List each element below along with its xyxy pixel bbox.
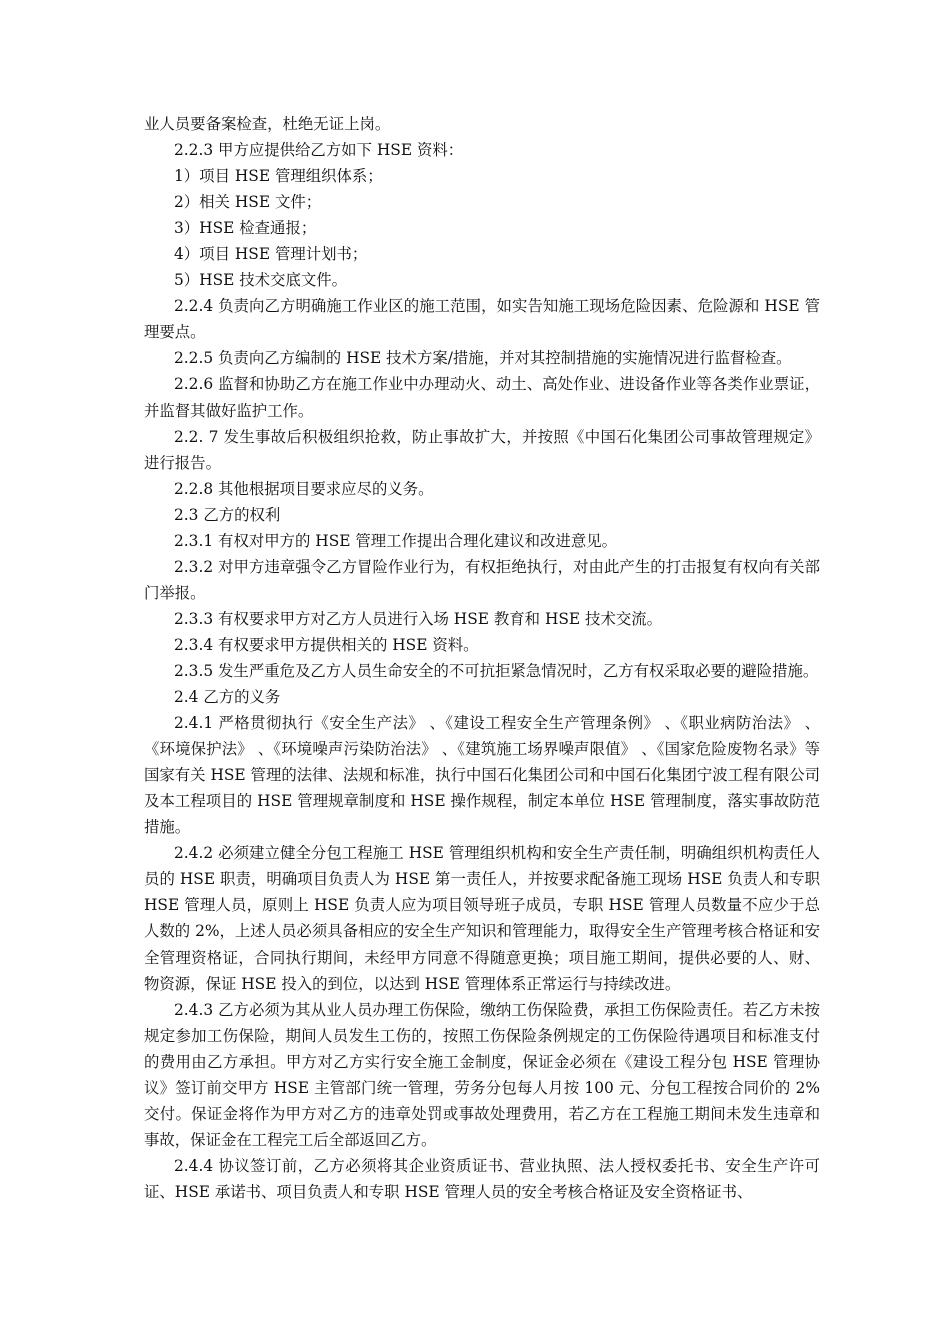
section-heading-2-4: 2.4 乙方的义务 [174,688,281,707]
clause-2-2-8: 2.2.8 其他根据项目要求应尽的义务。 [174,479,434,498]
clause-2-3-4: 2.3.4 有权要求甲方提供相关的 HSE 资料。 [174,635,479,654]
clause-2-3-2: 2.3.2 对甲方违章强令乙方冒险作业行为，有权拒绝执行，对由此产生的打击报复有权向有关部门举报。 [144,557,820,602]
clause-2-4-3: 2.4.3 乙方必须为其从业人员办理工伤保险，缴纳工伤保险费，承担工伤保险责任。若乙方未按规定参加工伤保险，期间人员发生工伤的，按照工伤保险条例规定的工伤保险待遇项目和标准支付的费用由乙方承担。甲方对乙方实行安全施工金制度，保证金必须在《建设工程分包 HSE 管理协议》签订前交甲方 HSE 主管部门统一管理，劳务分包每人月按 100 元、分包工程按合同价的 2%交付。保证金将作为甲方对乙方的违章处罚或事故处理费用，若乙方在工程施工期间未发生违章和事故，保证金在工程完工后全部返回乙方。 [144,1000,820,1149]
clause-2-4-1: 2.4.1 严格贯彻执行《安全生产法》 、《建设工程安全生产管理条例》 、《职业病防治法》 、《环境保护法》 、《环境噪声污染防治法》 、《建筑施工场界噪声限值》 、《国家危险废物名录》等国家有关 HSE 管理的法律、法规和标准，执行中国石化集团公司和中国石化集团宁波工程有限公司及本工程项目的 HSE 管理规章制度和 HSE 操作规程，制定本单位 HSE 管理制度，落实事故防范措施。 [144,714,821,837]
list-item-1: 1）项目 HSE 管理组织体系； [174,167,383,186]
clause-2-3-3: 2.3.3 有权要求甲方对乙方人员进行入场 HSE 教育和 HSE 技术交流。 [174,609,663,628]
clause-2-2-5: 2.2.5 负责向乙方编制的 HSE 技术方案/措施，并对其控制措施的实施情况进行监督检查。 [174,349,792,368]
clause-2-2-6: 2.2.6 监督和协助乙方在施工作业中办理动火、动土、高处作业、进设备作业等各类作业票证，并监督其做好监护工作。 [144,375,820,420]
document-body [144,111,820,1205]
clause-2-2-7: 2.2. 7 发生事故后积极组织抢救，防止事故扩大，并按照《中国石化集团公司事故管理规定》进行报告。 [144,427,820,472]
clause-2-3-5: 2.3.5 发生严重危及乙方人员生命安全的不可抗拒紧急情况时，乙方有权采取必要的避险措施。 [174,661,819,680]
clause-2-4-4: 2.4.4 协议签订前，乙方必须将其企业资质证书、营业执照、法人授权委托书、安全生产许可证、HSE 承诺书、项目负责人和专职 HSE 管理人员的安全考核合格证及安全资格证书、 [144,1156,820,1201]
list-item-2: 2）相关 HSE 文件； [174,193,322,212]
clause-2-2-3: 2.2.3 甲方应提供给乙方如下 HSE 资料： [174,141,464,160]
list-item-4: 4）项目 HSE 管理计划书； [174,245,368,264]
paragraph-continuation: 业人员要备案检查，杜绝无证上岗。 [144,115,391,133]
clause-2-4-2: 2.4.2 必须建立健全分包工程施工 HSE 管理组织机构和安全生产责任制，明确组织机构责任人员的 HSE 职责，明确项目负责人为 HSE 第一责任人，并按要求配备施工现场 HSE 负责人和专职 HSE 管理人员，原则上 HSE 负责人应为项目领导班子成员，专职 HSE 管理人员数量不应少于总人数的 2%，上述人员必须具备相应的安全生产知识和管理能力，取得安全生产管理考核合格证和安全管理资格证，合同执行期间，未经甲方同意不得随意更换；项目施工期间，提供必要的人、财、物资源，保证 HSE 投入的到位，以达到 HSE 管理体系正常运行与持续改进。 [144,844,820,993]
clause-2-2-4: 2.2.4 负责向乙方明确施工作业区的施工范围，如实告知施工现场危险因素、危险源和 HSE 管理要点。 [144,297,820,342]
list-item-3: 3）HSE 检查通报； [174,219,317,238]
clause-2-3-1: 2.3.1 有权对甲方的 HSE 管理工作提出合理化建议和改进意见。 [174,531,618,550]
section-heading-2-3: 2.3 乙方的权利 [174,505,281,524]
list-item-5: 5）HSE 技术交底文件。 [174,271,348,290]
